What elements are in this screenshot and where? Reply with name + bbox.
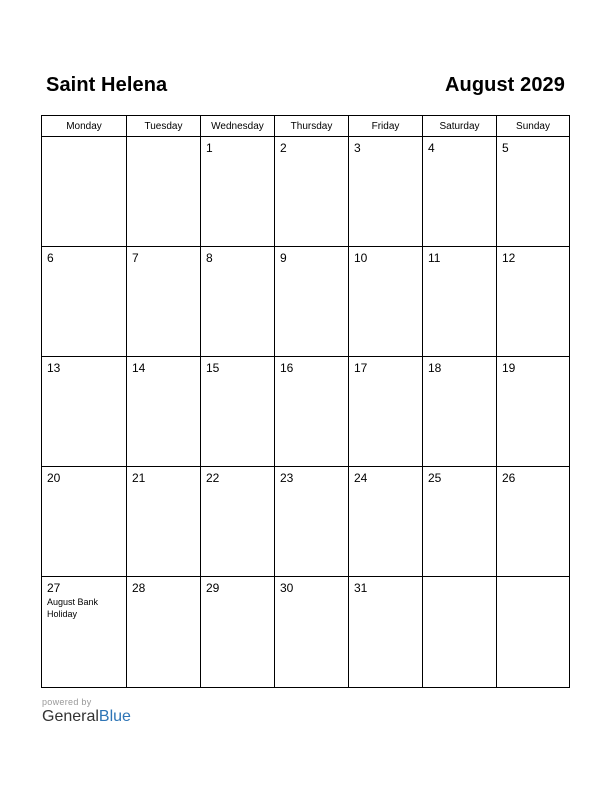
day-number: 5 <box>502 141 509 155</box>
day-cell <box>127 357 201 466</box>
powered-by-text: powered by <box>42 697 92 707</box>
day-cell <box>349 577 423 687</box>
day-cell <box>127 577 201 687</box>
weekday-monday: Monday <box>42 116 127 136</box>
day-number: 9 <box>280 251 287 265</box>
day-cell <box>497 357 569 466</box>
day-cell <box>275 247 349 356</box>
day-cell <box>423 577 497 687</box>
day-number: 8 <box>206 251 213 265</box>
brand-general: General <box>42 708 99 725</box>
day-cell <box>275 577 349 687</box>
weekday-header-row <box>42 116 569 137</box>
day-number: 25 <box>428 471 442 485</box>
day-cell <box>349 247 423 356</box>
day-number: 4 <box>428 141 435 155</box>
month-year-title: August 2029 <box>444 73 565 96</box>
week-row-2 <box>42 247 569 357</box>
day-cell <box>42 577 127 687</box>
day-cell <box>497 137 569 246</box>
day-number: 16 <box>280 361 294 375</box>
day-number: 28 <box>132 581 146 595</box>
footer-branding <box>42 697 131 726</box>
day-number: 21 <box>132 471 146 485</box>
day-number: 19 <box>502 361 516 375</box>
day-number: 23 <box>280 471 294 485</box>
weeks-container <box>42 137 569 687</box>
day-cell <box>127 467 201 576</box>
day-cell <box>349 467 423 576</box>
day-cell <box>127 247 201 356</box>
day-number: 30 <box>280 581 294 595</box>
day-cell <box>497 577 569 687</box>
day-number: 7 <box>132 251 139 265</box>
day-cell <box>42 247 127 356</box>
week-row-4 <box>42 467 569 577</box>
day-cell <box>423 467 497 576</box>
region-title: Saint Helena <box>46 73 168 96</box>
day-cell <box>423 357 497 466</box>
day-cell <box>275 137 349 246</box>
day-number: 6 <box>47 251 54 265</box>
day-number: 12 <box>502 251 516 265</box>
day-cell <box>349 137 423 246</box>
week-row-5 <box>42 577 569 687</box>
day-number: 17 <box>354 361 368 375</box>
day-cell <box>497 247 569 356</box>
day-number: 3 <box>354 141 361 155</box>
day-cell <box>127 137 201 246</box>
day-cell <box>275 467 349 576</box>
day-cell <box>42 467 127 576</box>
day-number: 22 <box>206 471 220 485</box>
brand-blue: Blue <box>98 708 131 725</box>
day-cell <box>201 577 275 687</box>
generalblue-logo[interactable] <box>42 708 131 726</box>
day-number: 15 <box>206 361 220 375</box>
day-number: 24 <box>354 471 368 485</box>
weekday-friday: Friday <box>349 116 423 136</box>
day-number: 27 <box>47 581 61 595</box>
weekday-saturday: Saturday <box>423 116 497 136</box>
day-cell <box>497 467 569 576</box>
day-number: 14 <box>132 361 146 375</box>
day-number: 29 <box>206 581 220 595</box>
calendar-header <box>46 70 565 100</box>
weekday-tuesday: Tuesday <box>127 116 201 136</box>
day-cell <box>423 247 497 356</box>
day-cell <box>423 137 497 246</box>
holiday-label: August Bank Holiday <box>47 597 99 619</box>
day-number: 31 <box>354 581 368 595</box>
day-number: 20 <box>47 471 61 485</box>
week-row-3 <box>42 357 569 467</box>
day-cell <box>201 137 275 246</box>
day-cell <box>201 357 275 466</box>
day-number: 11 <box>428 251 441 265</box>
weekday-thursday: Thursday <box>275 116 349 136</box>
weekday-sunday: Sunday <box>516 120 550 132</box>
day-cell <box>275 357 349 466</box>
day-number: 1 <box>206 141 213 155</box>
day-cell <box>42 357 127 466</box>
calendar-grid <box>41 115 570 688</box>
day-cell <box>42 137 127 246</box>
day-number: 2 <box>280 141 287 155</box>
weekday-wednesday: Wednesday <box>201 116 275 136</box>
day-cell <box>201 467 275 576</box>
day-number: 26 <box>502 471 516 485</box>
day-number: 18 <box>428 361 442 375</box>
day-cell <box>201 247 275 356</box>
day-number: 13 <box>47 361 61 375</box>
day-cell <box>349 357 423 466</box>
day-number: 10 <box>354 251 368 265</box>
week-row-1 <box>42 137 569 247</box>
